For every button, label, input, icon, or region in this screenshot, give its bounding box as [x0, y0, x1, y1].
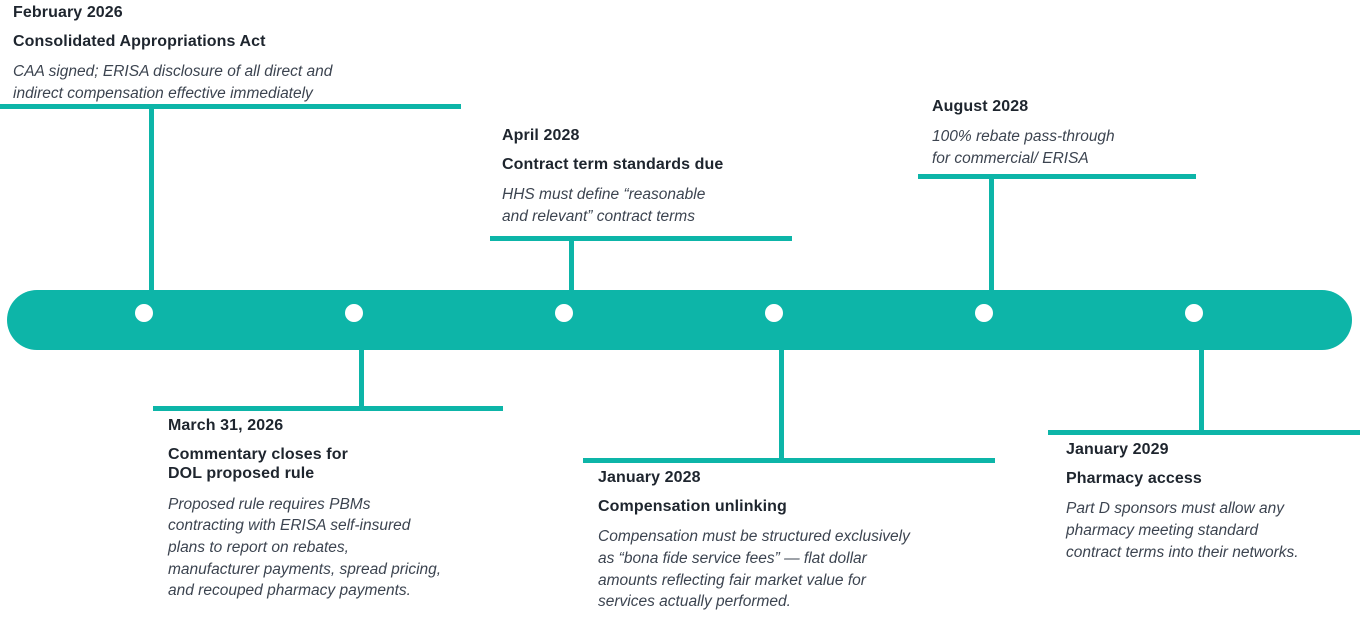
event-rule-august-2028 — [918, 174, 1196, 179]
event-title: Commentary closes for DOL proposed rule — [168, 446, 348, 483]
event-description: Compensation must be structured exclusively as “bona fide service fees” — flat dollar amounts reflecting fair market value for services actually performed. — [598, 528, 910, 611]
timeline-node-icon — [765, 304, 783, 322]
event-title: Contract term standards due — [502, 156, 724, 174]
event-rule-january-2028 — [583, 458, 995, 463]
event-date: August 2028 — [932, 98, 1029, 115]
timeline-node-icon — [345, 304, 363, 322]
event-connector-february-2026 — [149, 109, 154, 290]
event-description: 100% rebate pass-through for commercial/ ERISA — [932, 128, 1115, 167]
event-description: CAA signed; ERISA disclosure of all direct and indirect compensation effective immediately — [13, 63, 333, 103]
event-description: HHS must define “reasonable and relevant” contract terms — [502, 186, 706, 226]
event-rule-march-2026 — [153, 406, 503, 411]
event-block-april-2028 — [502, 126, 802, 228]
event-block-february-2026 — [13, 3, 473, 105]
event-title: Compensation unlinking — [598, 498, 787, 516]
event-block-january-2028 — [598, 468, 1018, 613]
event-rule-january-2029 — [1048, 430, 1360, 435]
event-connector-january-2028 — [779, 350, 784, 459]
event-title: Pharmacy access — [1066, 470, 1202, 488]
event-date: January 2028 — [598, 469, 701, 486]
event-date: March 31, 2026 — [168, 417, 284, 434]
timeline-node-icon — [975, 304, 993, 322]
timeline-bar — [7, 290, 1352, 350]
event-block-january-2029 — [1066, 440, 1356, 563]
event-rule-april-2028 — [490, 236, 792, 241]
event-title: Consolidated Appropriations Act — [13, 33, 266, 51]
timeline-node-icon — [555, 304, 573, 322]
timeline-node-icon — [135, 304, 153, 322]
event-date: January 2029 — [1066, 441, 1169, 458]
event-connector-august-2028 — [989, 179, 994, 290]
timeline-node-icon — [1185, 304, 1203, 322]
event-connector-april-2028 — [569, 241, 574, 290]
event-date: February 2026 — [13, 4, 123, 21]
event-connector-january-2029 — [1199, 350, 1204, 431]
event-date: April 2028 — [502, 127, 580, 144]
event-rule-february-2026 — [0, 104, 461, 109]
event-block-august-2028 — [932, 97, 1212, 170]
event-block-march-2026 — [168, 416, 468, 602]
event-description: Part D sponsors must allow any pharmacy meeting standard contract terms into their networks. — [1066, 500, 1299, 561]
event-connector-march-2026 — [359, 350, 364, 407]
event-description: Proposed rule requires PBMs contracting with ERISA self-insured plans to report on rebates, manufacturer payments, spread pricing, and recouped pharmacy payments. — [168, 495, 442, 600]
